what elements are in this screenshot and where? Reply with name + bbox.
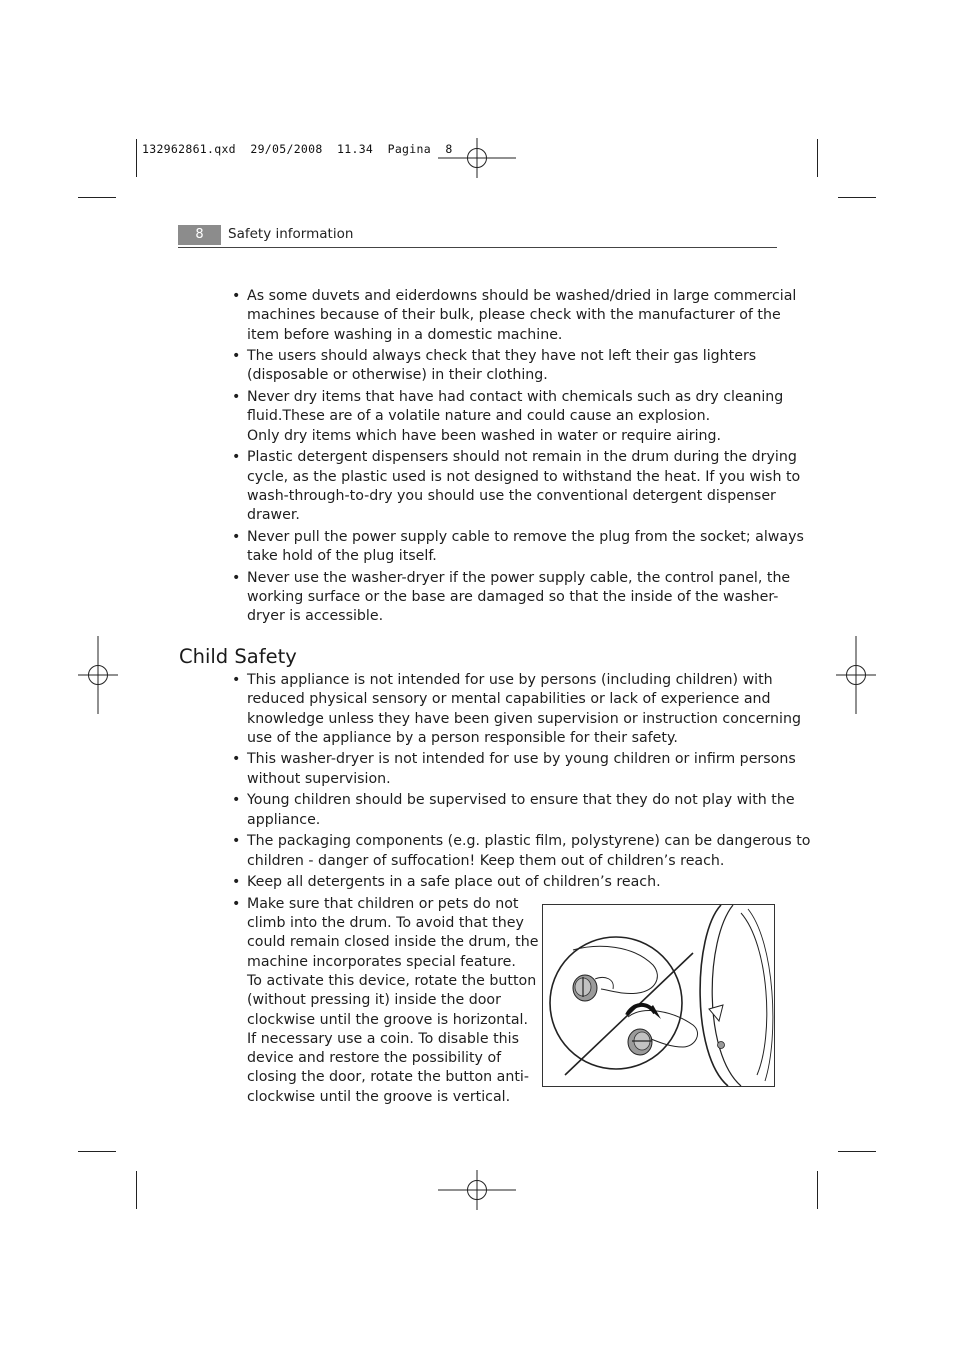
list-item xyxy=(232,287,797,345)
text-line: climb into the drum. To avoid that they xyxy=(247,915,524,932)
text-line: take hold of the plug itself. xyxy=(247,548,437,565)
registration-mark-icon xyxy=(836,636,876,714)
text-line: use of the appliance by a person responsible for their safety. xyxy=(247,729,678,746)
registration-mark-icon xyxy=(78,636,118,714)
text-line: children - danger of suffocation! Keep them out of children’s reach. xyxy=(247,852,725,869)
text-line: drawer. xyxy=(247,507,300,524)
bullet-marker: • xyxy=(232,569,241,586)
crop-mark xyxy=(136,139,137,177)
text-line: Keep all detergents in a safe place out of children’s reach. xyxy=(247,874,661,891)
text-line: (without pressing it) inside the door xyxy=(247,992,501,1009)
text-line: item before washing in a domestic machine. xyxy=(247,326,563,343)
registration-mark-icon xyxy=(438,138,516,178)
bullet-marker: • xyxy=(232,874,241,891)
list-item xyxy=(232,569,791,627)
registration-mark-icon xyxy=(438,1170,516,1210)
text-line: Only dry items which have been washed in water or require airing. xyxy=(247,427,722,444)
list-item xyxy=(232,671,801,748)
bullet-marker: • xyxy=(232,833,241,850)
text-line: The users should always check that they have not left their gas lighters xyxy=(247,348,757,365)
section-title: Safety information xyxy=(228,226,354,242)
bullet-marker: • xyxy=(232,751,241,768)
text-line: This washer-dryer is not intended for use by young children or infirm persons xyxy=(247,751,796,768)
door-lock-illustration xyxy=(542,904,775,1087)
text-line: appliance. xyxy=(247,811,321,828)
text-line: Young children should be supervised to ensure that they do not play with the xyxy=(247,792,795,809)
text-line: The packaging components (e.g. plastic film, polystyrene) can be dangerous to xyxy=(247,833,811,850)
text-line: reduced physical sensory or mental capabilities or lack of experience and xyxy=(247,691,771,708)
safety-bullet-list xyxy=(232,287,804,629)
bullet-marker: • xyxy=(232,288,241,304)
text-line: clockwise until the groove is vertical. xyxy=(247,1088,511,1105)
text-line: Plastic detergent dispensers should not remain in the drum during the drying xyxy=(247,449,797,466)
page-number: 8 xyxy=(178,225,221,245)
text-line: working surface or the base are damaged so that the inside of the washer- xyxy=(247,588,779,605)
text-line: (disposable or otherwise) in their clothing. xyxy=(247,367,548,384)
list-item xyxy=(232,750,796,789)
list-item xyxy=(232,791,795,830)
text-line: device and restore the possibility of xyxy=(247,1050,502,1067)
list-item xyxy=(232,388,784,446)
crop-mark xyxy=(78,1151,116,1152)
list-item xyxy=(232,832,811,871)
text-line: Never use the washer-dryer if the power supply cable, the control panel, the xyxy=(247,569,791,586)
list-item xyxy=(232,448,801,525)
text-line: cycle, as the plastic used is not designed to withstand the heat. If you wish to xyxy=(247,468,801,485)
print-slug: 132962861.qxd 29/05/2008 11.34 Pagina 8 xyxy=(142,142,453,156)
text-line: without supervision. xyxy=(247,770,391,787)
text-line: could remain closed inside the drum, the xyxy=(247,934,539,951)
text-line: As some duvets and eiderdowns should be washed/dried in large commercial xyxy=(247,288,797,304)
crop-mark xyxy=(838,197,876,198)
text-line: wash-through-to-dry you should use the conventional detergent dispenser xyxy=(247,487,776,504)
crop-mark xyxy=(838,1151,876,1152)
door-lock-drawing xyxy=(543,905,774,1086)
text-line: fluid.These are of a volatile nature and could cause an explosion. xyxy=(247,408,711,425)
crop-mark xyxy=(78,197,116,198)
crop-mark xyxy=(817,139,818,177)
bullet-marker: • xyxy=(232,389,241,406)
bullet-marker: • xyxy=(232,895,241,912)
bullet-marker: • xyxy=(232,449,241,466)
text-line: dryer is accessible. xyxy=(247,608,384,625)
crop-mark xyxy=(136,1171,137,1209)
text-line: machine incorporates special feature. xyxy=(247,953,516,970)
text-line: To activate this device, rotate the button xyxy=(247,972,537,989)
text-line: Never pull the power supply cable to remove the plug from the socket; always xyxy=(247,528,804,545)
bullet-marker: • xyxy=(232,528,241,545)
text-line: clockwise until the groove is horizontal. xyxy=(247,1011,528,1028)
bullet-marker: • xyxy=(232,792,241,809)
text-line: closing the door, rotate the button anti- xyxy=(247,1069,529,1086)
list-item xyxy=(232,873,777,892)
text-line: knowledge unless they have been given supervision or instruction concerning xyxy=(247,710,801,727)
list-item xyxy=(232,347,777,386)
text-line: If necessary use a coin. To disable this xyxy=(247,1030,519,1047)
child-safety-heading: Child Safety xyxy=(179,645,297,668)
text-line: This appliance is not intended for use by persons (including children) with xyxy=(247,672,773,688)
text-line: machines because of their bulk, please check with the manufacturer of the xyxy=(247,307,781,324)
running-header xyxy=(178,224,777,248)
list-item xyxy=(232,528,804,567)
bullet-marker: • xyxy=(232,672,241,688)
crop-mark xyxy=(817,1171,818,1209)
text-line: Never dry items that have had contact with chemicals such as dry cleaning xyxy=(247,389,784,406)
text-line: Make sure that children or pets do not xyxy=(247,895,519,912)
bullet-marker: • xyxy=(232,348,241,365)
